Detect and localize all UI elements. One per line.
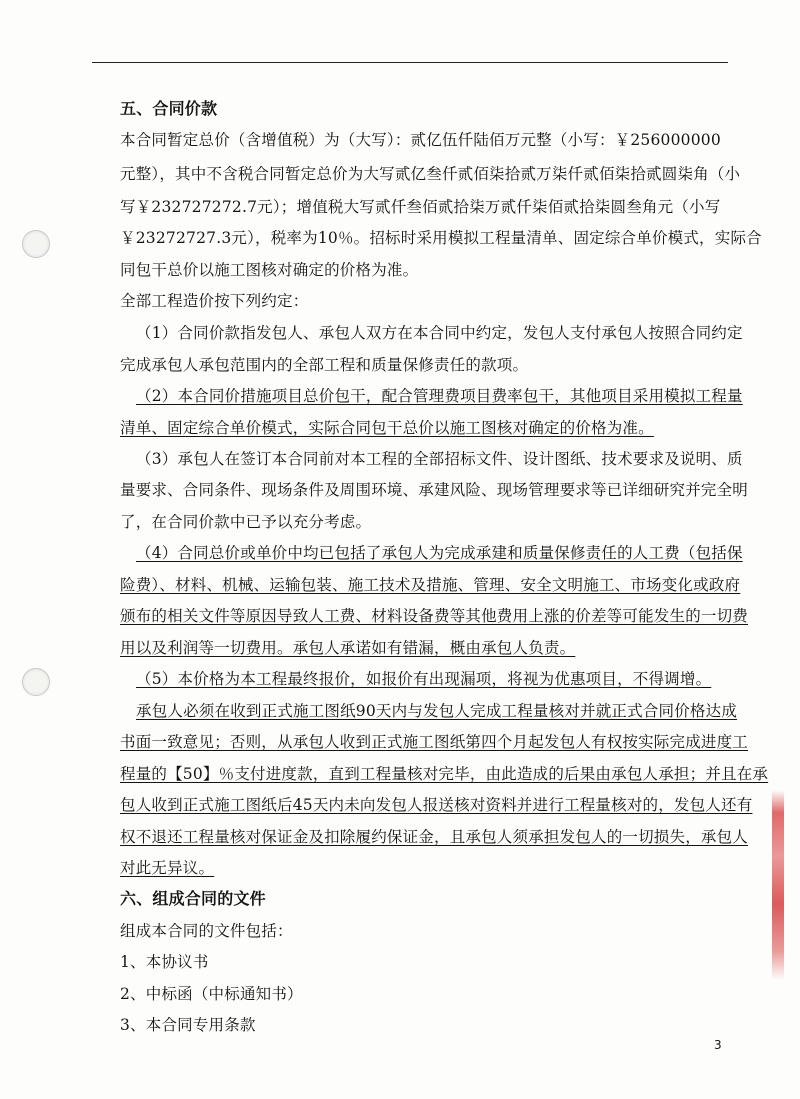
price-line-2: 元整），其中不含税合同暂定总价为大写贰亿叁仟贰佰柒拾贰万柒仟贰佰柒拾贰圆柒角（小 — [120, 165, 741, 183]
final-para-line-3: 程量的【50】％支付进度款，直到工程量核对完毕，由此造成的后果由承包人承担；并且在承 — [120, 765, 769, 783]
pricing-intro: 全部工程造价按下列约定： — [120, 292, 309, 310]
final-para-line-2: 书面一致意见；否则，从承包人收到正式施工图纸第四个月起发包人有权按实际完成进度工 — [120, 733, 749, 751]
final-para-line-4: 包人收到正式施工图纸后45天内未向发包人报送核对资料并进行工程量核对的，发包人还有 — [120, 796, 753, 814]
item4-line-1: （4）合同总价或单价中均已包括了承包人为完成承建和质量保修责任的人工费（包括保 — [136, 544, 743, 562]
contract-doc-item-3: 3、本合同专用条款 — [120, 1016, 256, 1034]
contract-doc-item-1: 1、本协议书 — [120, 953, 209, 971]
section6-title: 六、组成合同的文件 — [120, 889, 266, 908]
item1-line-2: 完成承包人承包范围内的全部工程和质量保修责任的款项。 — [120, 356, 529, 374]
header-rule — [92, 62, 728, 63]
item2-line-2: 清单、固定综合单价模式，实际合同包干总价以施工图核对确定的价格为准。 — [120, 419, 654, 437]
final-para-line-1: 承包人必须在收到正式施工图纸90天内与发包人完成工程量核对并就正式合同价格达成 — [136, 702, 738, 720]
item3-line-1: （3）承包人在签订本合同前对本工程的全部招标文件、设计图纸、技术要求及说明、质 — [136, 450, 743, 468]
section5-title: 五、合同价款 — [120, 99, 218, 118]
item2-line-1: （2）本合同价措施项目总价包干，配合管理费项目费率包干，其他项目采用模拟工程量 — [136, 387, 743, 405]
item5-line: （5）本价格为本工程最终报价，如报价有出现漏项，将视为优惠项目，不得调增。 — [136, 670, 712, 688]
punch-hole-top — [22, 230, 50, 258]
seal-stamp-edge — [772, 790, 784, 980]
item4-line-3: 颁布的相关文件等原因导致人工费、材料设备费等其他费用上涨的价差等可能发生的一切费 — [120, 607, 749, 625]
price-line-3: 写￥232727272.7元）；增值税大写贰仟叁佰贰拾柒万贰仟柒佰贰拾柒圆叁角元（小写 — [120, 198, 721, 216]
item4-line-4: 用以及利润等一切费用。承包人承诺如有错漏，概由承包人负责。 — [120, 639, 576, 657]
section6-intro: 组成本合同的文件包括： — [120, 922, 293, 940]
contract-doc-item-2: 2、中标函（中标通知书） — [120, 985, 303, 1003]
item1-line-1: （1）合同价款指发包人、承包人双方在本合同中约定，发包人支付承包人按照合同约定 — [136, 324, 743, 342]
punch-hole-bottom — [22, 668, 50, 696]
price-line-4: ￥23272727.3元），税率为10％。招标时采用模拟工程量清单、固定综合单价模式，实际合 — [120, 229, 762, 247]
price-line-1: 本合同暂定总价（含增值税）为（大写）：贰亿伍仟陆佰万元整（小写：￥256000000 — [120, 131, 721, 149]
item3-line-3: 了，在合同价款中已予以充分考虑。 — [120, 513, 372, 531]
final-para-line-5: 权不退还工程量核对保证金及扣除履约保证金，且承包人须承担发包人的一切损失，承包人 — [120, 828, 749, 846]
item4-line-2: 险费）、材料、机械、运输包装、施工技术及措施、管理、安全文明施工、市场变化或政府 — [120, 576, 741, 594]
item3-line-2: 量要求、合同条件、现场条件及周围环境、承建风险、现场管理要求等已详细研究并完全明 — [120, 481, 749, 499]
price-line-5: 同包干总价以施工图核对确定的价格为准。 — [120, 261, 419, 279]
final-para-line-6: 对此无异议。 — [120, 859, 215, 877]
page-number: 3 — [714, 1038, 722, 1052]
